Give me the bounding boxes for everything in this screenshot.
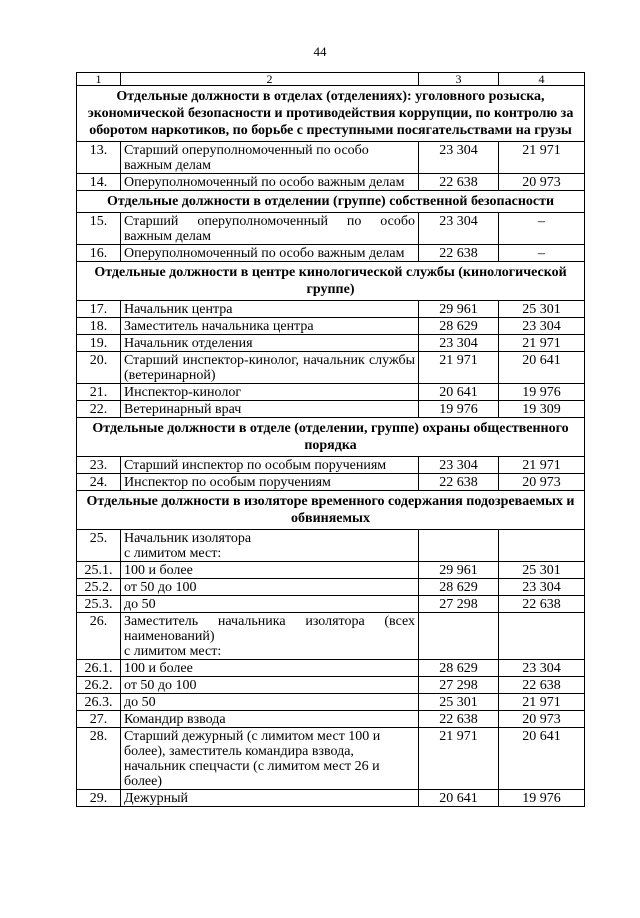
row-number: 14. xyxy=(77,174,121,191)
header-col-2: 2 xyxy=(121,73,419,86)
position-title: Начальник изолятора с лимитом мест: xyxy=(121,530,419,562)
row-number: 26.2. xyxy=(77,677,121,694)
salary-col-4: 25 301 xyxy=(499,562,585,579)
salary-col-3: 20 641 xyxy=(419,384,499,401)
salary-col-4: – xyxy=(499,245,585,262)
row-number: 22. xyxy=(77,401,121,418)
salary-col-4: 21 971 xyxy=(499,142,585,174)
table-row xyxy=(77,660,585,677)
position-title: 100 и более xyxy=(121,562,419,579)
salary-col-3 xyxy=(419,530,499,562)
row-number: 26.3. xyxy=(77,694,121,711)
table-row xyxy=(77,694,585,711)
table-row xyxy=(77,596,585,613)
table-row xyxy=(77,711,585,728)
row-number: 25.2. xyxy=(77,579,121,596)
table-row xyxy=(77,213,585,245)
table-row xyxy=(77,728,585,790)
section-title: Отдельные должности в отделе (отделении, группе) охраны общественного порядка xyxy=(77,418,585,457)
header-col-3: 3 xyxy=(419,73,499,86)
table-row xyxy=(77,457,585,474)
row-number: 13. xyxy=(77,142,121,174)
salary-col-4: 19 976 xyxy=(499,384,585,401)
salary-col-4: 20 641 xyxy=(499,352,585,384)
row-number: 16. xyxy=(77,245,121,262)
header-col-4: 4 xyxy=(499,73,585,86)
position-title: Начальник центра xyxy=(121,301,419,318)
salary-col-4: 22 638 xyxy=(499,596,585,613)
salary-col-3: 21 971 xyxy=(419,728,499,790)
table-row xyxy=(77,562,585,579)
row-number: 18. xyxy=(77,318,121,335)
section-row xyxy=(77,491,585,530)
salary-col-4: 23 304 xyxy=(499,660,585,677)
salary-col-3: 22 638 xyxy=(419,474,499,491)
salary-col-4: 20 641 xyxy=(499,728,585,790)
salary-col-4: 20 973 xyxy=(499,174,585,191)
section-row xyxy=(77,86,585,142)
section-row xyxy=(77,418,585,457)
position-title: Ветеринарный врач xyxy=(121,401,419,418)
salary-col-4: 23 304 xyxy=(499,318,585,335)
row-number: 28. xyxy=(77,728,121,790)
table-row xyxy=(77,790,585,807)
salary-col-3: 23 304 xyxy=(419,457,499,474)
position-title: Дежурный xyxy=(121,790,419,807)
salary-col-4: 21 971 xyxy=(499,335,585,352)
salary-col-4: 20 973 xyxy=(499,711,585,728)
salary-col-3: 22 638 xyxy=(419,711,499,728)
row-number: 25.1. xyxy=(77,562,121,579)
position-title: Старший оперуполномоченный по особо важным делам xyxy=(121,213,419,245)
salary-col-3: 21 971 xyxy=(419,352,499,384)
row-number: 29. xyxy=(77,790,121,807)
salary-col-3: 25 301 xyxy=(419,694,499,711)
position-title: 100 и более xyxy=(121,660,419,677)
salary-table xyxy=(76,72,585,807)
salary-col-4: 21 971 xyxy=(499,694,585,711)
salary-col-4 xyxy=(499,613,585,660)
salary-col-3: 23 304 xyxy=(419,142,499,174)
position-title: Инспектор-кинолог xyxy=(121,384,419,401)
position-title: до 50 xyxy=(121,694,419,711)
header-row xyxy=(77,73,585,86)
position-title: Старший дежурный (с лимитом мест 100 и более), заместитель командира взвода, начальник спецчасти (с лимитом мест 26 и более) xyxy=(121,728,419,790)
row-number: 26.1. xyxy=(77,660,121,677)
salary-col-3: 27 298 xyxy=(419,677,499,694)
salary-col-3: 28 629 xyxy=(419,318,499,335)
section-title: Отдельные должности в отделении (группе) собственной безопасности xyxy=(77,191,585,213)
salary-col-3: 29 961 xyxy=(419,562,499,579)
salary-col-4: 23 304 xyxy=(499,579,585,596)
section-row xyxy=(77,262,585,301)
table-row xyxy=(77,677,585,694)
position-title: Заместитель начальника центра xyxy=(121,318,419,335)
position-title: от 50 до 100 xyxy=(121,579,419,596)
position-title: Старший инспектор-кинолог, начальник службы (ветеринарной) xyxy=(121,352,419,384)
salary-col-4: 19 309 xyxy=(499,401,585,418)
salary-col-3: 23 304 xyxy=(419,213,499,245)
row-number: 24. xyxy=(77,474,121,491)
section-title: Отдельные должности в центре кинологической службы (кинологической группе) xyxy=(77,262,585,301)
row-number: 25.3. xyxy=(77,596,121,613)
salary-col-3: 19 976 xyxy=(419,401,499,418)
position-title: Командир взвода xyxy=(121,711,419,728)
header-col-1: 1 xyxy=(77,73,121,86)
salary-col-3: 29 961 xyxy=(419,301,499,318)
table-row xyxy=(77,245,585,262)
table-row xyxy=(77,613,585,660)
section-title: Отдельные должности в отделах (отделениях): уголовного розыска, экономической безопасности и противодействия коррупции, по контролю за оборотом наркотиков, по борьбе с преступными посягательствами на грузы xyxy=(77,86,585,142)
row-number: 26. xyxy=(77,613,121,660)
section-title: Отдельные должности в изоляторе временного содержания подозреваемых и обвиняемых xyxy=(77,491,585,530)
table-row xyxy=(77,401,585,418)
table-row xyxy=(77,301,585,318)
table-row xyxy=(77,142,585,174)
position-title: Оперуполномоченный по особо важным делам xyxy=(121,174,419,191)
position-title: Старший инспектор по особым поручениям xyxy=(121,457,419,474)
table-row xyxy=(77,474,585,491)
position-title: Начальник отделения xyxy=(121,335,419,352)
page-number: 44 xyxy=(313,44,327,59)
salary-col-3: 28 629 xyxy=(419,660,499,677)
salary-col-4 xyxy=(499,530,585,562)
table-row xyxy=(77,174,585,191)
salary-col-3: 28 629 xyxy=(419,579,499,596)
table-row xyxy=(77,335,585,352)
table-row xyxy=(77,352,585,384)
salary-col-4: 20 973 xyxy=(499,474,585,491)
row-number: 23. xyxy=(77,457,121,474)
section-row xyxy=(77,191,585,213)
row-number: 25. xyxy=(77,530,121,562)
salary-col-4: – xyxy=(499,213,585,245)
row-number: 27. xyxy=(77,711,121,728)
salary-col-3: 20 641 xyxy=(419,790,499,807)
row-number: 19. xyxy=(77,335,121,352)
position-title: Инспектор по особым поручениям xyxy=(121,474,419,491)
salary-col-3 xyxy=(419,613,499,660)
position-title: Старший оперуполномоченный по особо важным делам xyxy=(121,142,419,174)
salary-col-4: 22 638 xyxy=(499,677,585,694)
salary-col-3: 22 638 xyxy=(419,174,499,191)
salary-col-4: 19 976 xyxy=(499,790,585,807)
table-row xyxy=(77,530,585,562)
position-title: Оперуполномоченный по особо важным делам xyxy=(121,245,419,262)
salary-col-4: 25 301 xyxy=(499,301,585,318)
salary-col-3: 23 304 xyxy=(419,335,499,352)
position-title: Заместитель начальника изолятора (всех наименований) с лимитом мест: xyxy=(121,613,419,660)
salary-col-4: 21 971 xyxy=(499,457,585,474)
position-title: от 50 до 100 xyxy=(121,677,419,694)
row-number: 20. xyxy=(77,352,121,384)
salary-col-3: 27 298 xyxy=(419,596,499,613)
table-row xyxy=(77,318,585,335)
table-row xyxy=(77,579,585,596)
row-number: 15. xyxy=(77,213,121,245)
row-number: 21. xyxy=(77,384,121,401)
salary-col-3: 22 638 xyxy=(419,245,499,262)
table-row xyxy=(77,384,585,401)
row-number: 17. xyxy=(77,301,121,318)
position-title: до 50 xyxy=(121,596,419,613)
